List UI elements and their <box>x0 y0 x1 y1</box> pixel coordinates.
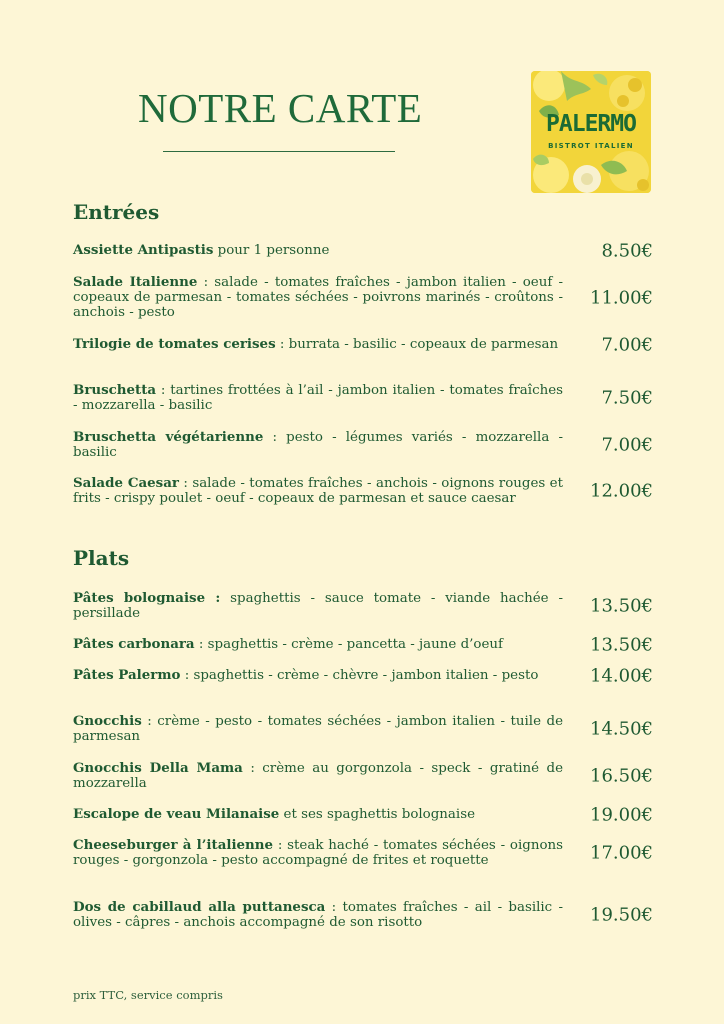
menu-item <box>73 430 653 460</box>
menu-item <box>73 240 653 261</box>
logo-tagline: BISTROT ITALIEN <box>548 142 634 150</box>
item-name: Pâtes carbonara <box>73 636 195 652</box>
menu-item <box>73 591 653 621</box>
item-description: pour 1 personne <box>213 243 330 258</box>
item-name: Escalope de veau Milanaise <box>73 806 280 822</box>
item-description: et ses spaghettis bolognaise <box>279 807 475 822</box>
menu-item <box>73 665 653 686</box>
item-name: Gnocchis Della Mama <box>73 760 243 776</box>
item-name: Bruschetta <box>73 382 157 398</box>
item-description: : crème - pesto - tomates séchées - jambon italien - tuile de parmesan <box>73 714 563 744</box>
item-price: 7.00€ <box>601 334 653 355</box>
item-price: 11.00€ <box>590 287 653 308</box>
palermo-logo <box>531 71 651 193</box>
item-description: spaghettis - sauce tomate - viande hachée - persillade <box>73 591 563 621</box>
item-price: 12.00€ <box>590 480 653 502</box>
item-name: Bruschetta végétarienne <box>73 429 264 445</box>
menu-item <box>73 714 653 744</box>
section-title-plats: Plats <box>73 546 130 570</box>
item-name: Salade Caesar <box>73 475 179 491</box>
item-price: 8.50€ <box>601 240 653 261</box>
menu-item <box>73 838 653 868</box>
item-price: 7.50€ <box>601 387 653 409</box>
item-price: 16.50€ <box>590 765 653 787</box>
item-description: : spaghettis - crème - chèvre - jambon italien - pesto <box>180 668 539 683</box>
item-description: : spaghettis - crème - pancetta - jaune d’oeuf <box>194 637 503 652</box>
item-price: 7.00€ <box>601 434 653 456</box>
item-price: 17.00€ <box>590 842 653 864</box>
menu-item <box>73 761 653 791</box>
item-price: 13.50€ <box>590 595 653 617</box>
menu-item <box>73 634 653 655</box>
item-description: : salade - tomates fraîches - anchois - oignons rouges et frits - crispy poulet - oeuf - copeaux de parmesan et sauce caesar <box>73 476 563 506</box>
footer-note: prix TTC, service compris <box>73 988 223 1002</box>
item-price: 14.50€ <box>590 718 653 740</box>
item-description: : pesto - légumes variés - mozzarella - basilic <box>73 430 563 460</box>
item-description: : salade - tomates fraîches - jambon italien - oeuf - copeaux de parmesan - tomates séchées - poivrons marinés - croûtons - anchois - pesto <box>73 275 564 320</box>
item-price: 14.00€ <box>590 665 653 686</box>
item-description: : crème au gorgonzola - speck - gratiné de mozzarella <box>73 761 564 791</box>
menu-item <box>73 900 653 930</box>
item-name: Gnocchis <box>73 713 142 729</box>
item-price: 19.50€ <box>590 904 653 926</box>
item-price: 13.50€ <box>590 634 653 655</box>
menu-item <box>73 476 653 506</box>
item-name: Dos de cabillaud alla puttanesca <box>73 899 326 915</box>
menu-item <box>73 275 653 320</box>
item-name: Salade Italienne <box>73 274 198 290</box>
item-price: 19.00€ <box>590 804 653 825</box>
item-description: : tomates fraîches - ail - basilic - olives - câpres - anchois accompagné de son risotto <box>73 900 563 930</box>
section-title-entrees: Entrées <box>73 200 160 224</box>
menu-item <box>73 334 653 355</box>
logo-name: PALERMO <box>546 111 636 137</box>
item-name: Cheeseburger à l’italienne <box>73 837 274 853</box>
title-underline <box>163 151 395 152</box>
item-name: Trilogie de tomates cerises <box>73 336 276 352</box>
item-description: : steak haché - tomates séchées - oignons rouges - gorgonzola - pesto accompagné de frites et roquette <box>73 838 563 868</box>
item-name: Pâtes Palermo <box>73 667 181 683</box>
menu-item <box>73 804 653 825</box>
item-name: Assiette Antipastis <box>73 242 214 258</box>
item-description: : burrata - basilic - copeaux de parmesan <box>275 337 559 352</box>
menu-item <box>73 383 653 413</box>
item-name: Pâtes bolognaise : <box>73 590 221 606</box>
item-description: : tartines frottées à l’ail - jambon italien - tomates fraîches - mozzarella - basilic <box>73 383 563 413</box>
page-title: NOTRE CARTE <box>138 85 423 131</box>
